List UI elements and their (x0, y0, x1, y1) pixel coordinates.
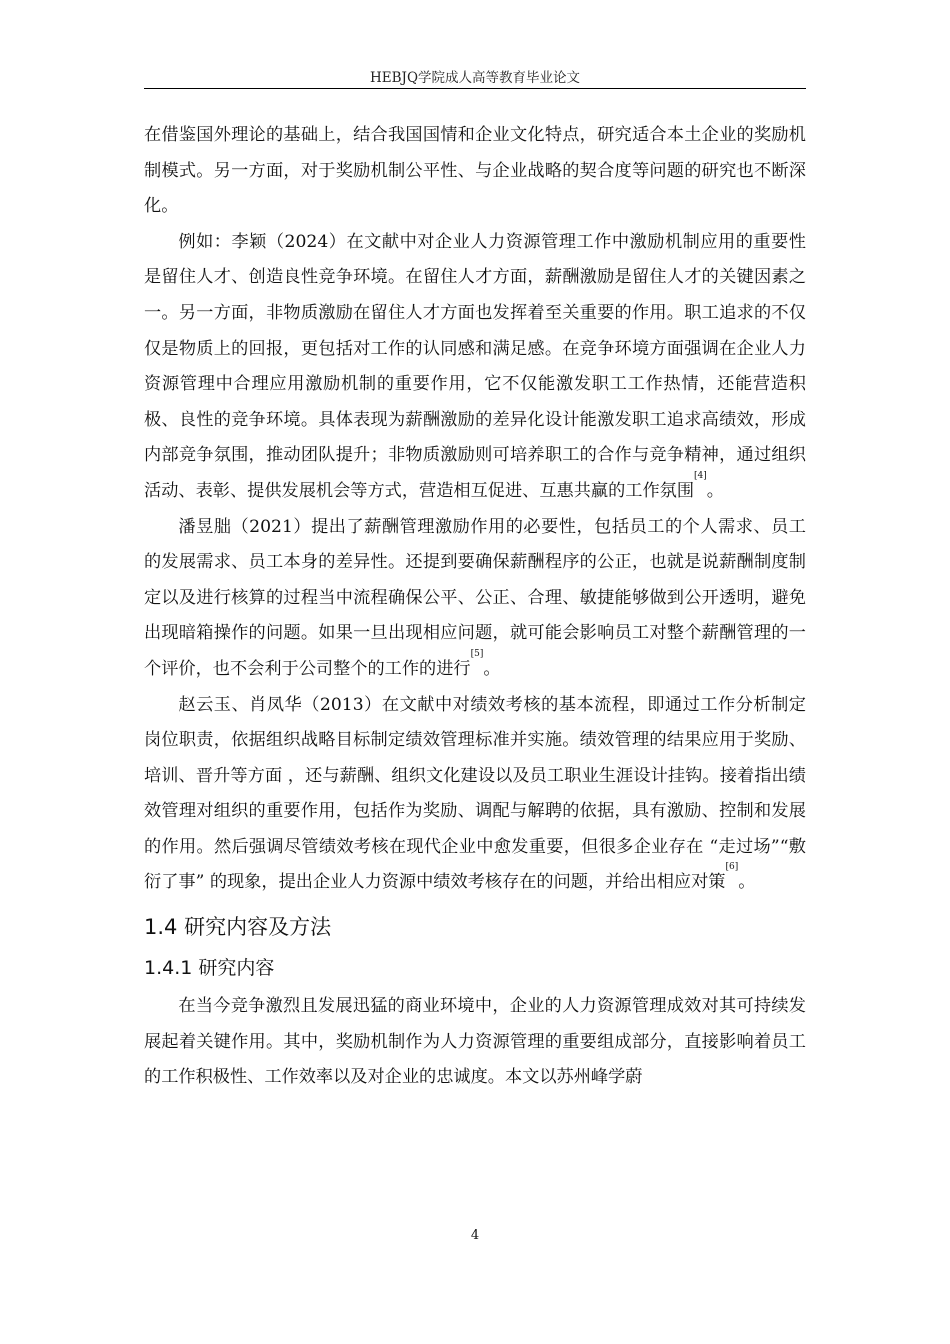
paragraph-text: 在借鉴国外理论的基础上，结合我国国情和企业文化特点，研究适合本土企业的奖励机制模式。另一方面，对于奖励机制公平性、与企业战略的契合度等问题的研究也不断深化。 (144, 125, 806, 217)
citation-reference: [4] (694, 470, 707, 481)
paragraph-text: 潘昱朏（2021）提出了薪酬管理激励作用的必要性，包括员工的个人需求、员工的发展需求、员工本身的差异性。还提到要确保薪酬程序的公正，也就是说薪酬制度制定以及进行核算的过程当中流程确保公平、公正、合理、敏捷能够做到公开透明，避免出现暗箱操作的问题。如果一旦出现相应问题，就可能会影响员工对整个薪酬管理的一个评价，也不会利于公司整个的工作的进行 (144, 516, 806, 679)
page-number: 4 (470, 1228, 480, 1243)
paragraph (144, 989, 806, 1096)
paragraph (144, 510, 806, 688)
running-header: HEBJQ学院成人高等教育毕业论文 (369, 70, 581, 86)
document-body (144, 118, 806, 1096)
subsection-heading: 1.4.1 研究内容 (144, 957, 275, 980)
paragraph-end: 。 (706, 480, 724, 501)
paragraph-text: 在当今竞争激烈且发展迅猛的商业环境中，企业的人力资源管理成效对其可持续发展起着关键作用。其中，奖励机制作为人力资源管理的重要组成部分，直接影响着员工的工作积极性、工作效率以及对企业的忠诚度。本文以苏州峰学蔚 (144, 996, 806, 1088)
paragraph-text: 例如：李颖（2024）在文献中对企业人力资源管理工作中激励机制应用的重要性是留住人才、创造良性竞争环境。在留住人才方面，薪酬激励是留住人才的关键因素之一。另一方面，非物质激励在留住人才方面也发挥着至关重要的作用。职工追求的不仅仅是物质上的回报，更包括对工作的认同感和满足感。在竞争环境方面强调在企业人力资源管理中合理应用激励机制的重要作用，它不仅能激发职工工作热情，还能营造积极、良性的竞争环境。具体表现为薪酬激励的差异化设计能激发职工追求高绩效，形成内部竞争氛围，推动团队提升；非物质激励则可培养职工的合作与竞争精神，通过组织活动、表彰、提供发展机会等方式，营造相互促进、互惠共赢的工作氛围 (144, 231, 806, 501)
paragraph (144, 225, 806, 510)
citation-reference: [5] (470, 648, 484, 659)
paragraph-end: 。 (483, 658, 501, 679)
header-divider (144, 88, 806, 89)
citation-reference: [6] (725, 862, 739, 873)
paragraph (144, 688, 806, 902)
section-heading: 1.4 研究内容及方法 (144, 915, 332, 940)
paragraph-end: 。 (738, 872, 756, 893)
paragraph-text: 赵云玉、肖凤华（2013）在文献中对绩效考核的基本流程，即通过工作分析制定岗位职责，依据组织战略目标制定绩效管理标准并实施。绩效管理的结果应用于奖励、培训、晋升等方面 ，还与薪酬、组织文化建设以及员工职业生涯设计挂钩。接着指出绩效管理对组织的重要作用，包括作为奖励、调配与解聘的依据，具有激励、控制和发展的作用。然后强调尽管绩效考核在现代企业中愈发重要，但很多企业存在 “走过场”“敷衍了事” 的现象，提出企业人力资源中绩效考核存在的问题，并给出相应对策 (144, 694, 806, 893)
paragraph (144, 118, 806, 225)
